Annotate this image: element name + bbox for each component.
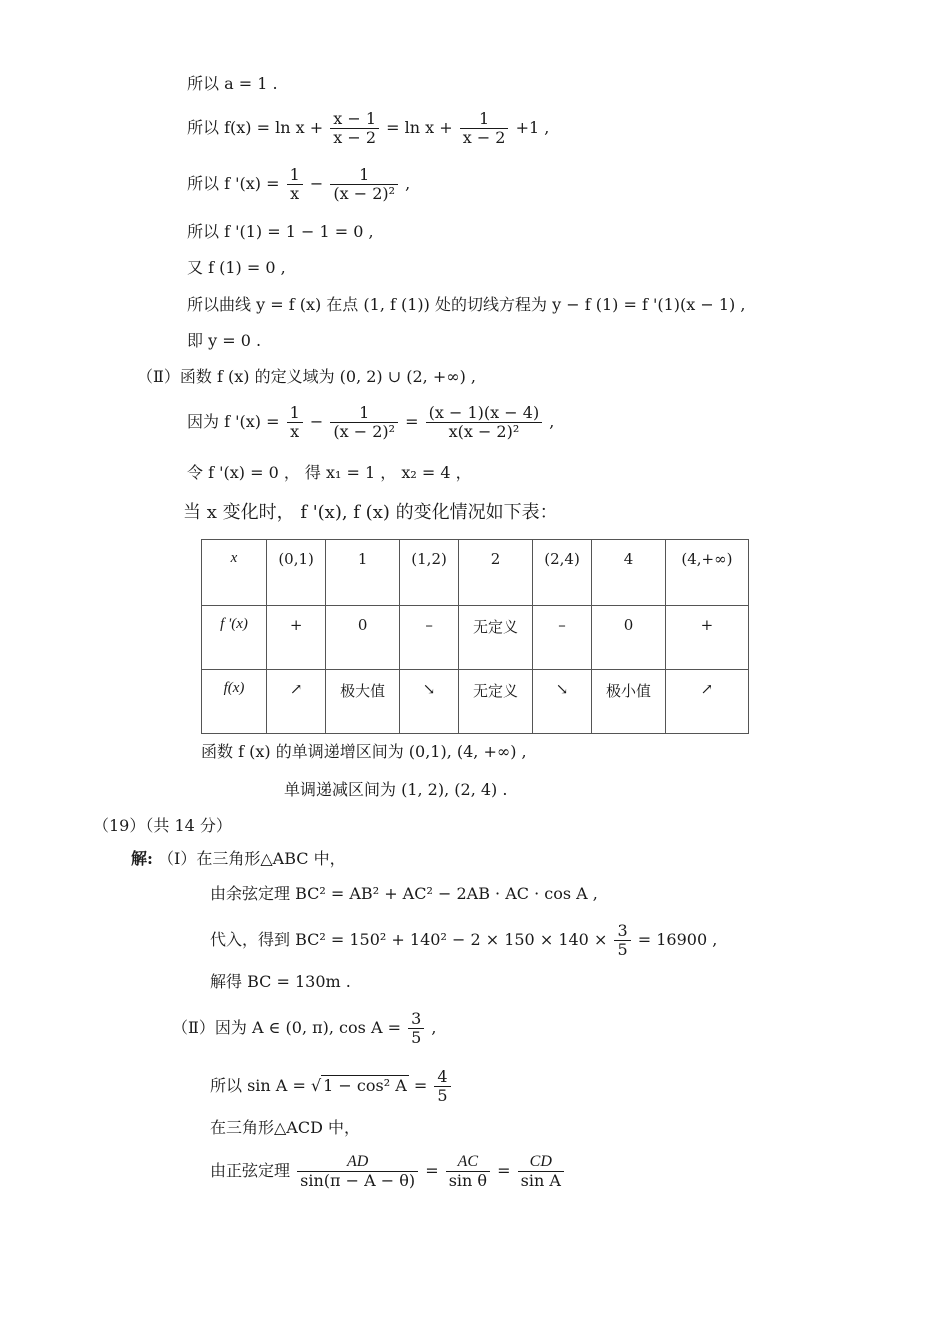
text-segment: = 16900 , bbox=[637, 930, 718, 949]
line-solution-start bbox=[131, 849, 346, 869]
line-bc-result: 解得 BC = 130m . bbox=[210, 972, 351, 991]
line-derivative-factored bbox=[187, 404, 554, 441]
table-cell: x bbox=[202, 540, 267, 606]
table-cell: 无定义 bbox=[459, 606, 533, 670]
line-a-equals-1: 所以 a = 1 . bbox=[187, 74, 278, 93]
table-cell: 0 bbox=[592, 606, 666, 670]
table-cell: ↘ bbox=[532, 670, 591, 734]
table-cell: – bbox=[532, 606, 591, 670]
line-f-derivative bbox=[187, 166, 410, 203]
text-segment: 所以 sin A = √ bbox=[210, 1076, 322, 1095]
denominator: 5 bbox=[411, 1028, 422, 1047]
line-f-formula bbox=[187, 110, 549, 147]
text-segment: , bbox=[405, 174, 411, 193]
line-decreasing: 单调递减区间为 (1, 2), (2, 4) . bbox=[284, 780, 508, 799]
text-segment: 因为 f '(x) = bbox=[187, 412, 280, 431]
text-segment: = bbox=[413, 1076, 428, 1095]
fraction bbox=[434, 1068, 450, 1105]
line-f-1: 又 f (1) = 0 , bbox=[187, 258, 286, 277]
text-segment: − bbox=[309, 174, 324, 193]
denominator: (x − 2)² bbox=[333, 422, 396, 441]
table-cell: 极大值 bbox=[326, 670, 400, 734]
table-cell: 0 bbox=[326, 606, 400, 670]
table-row bbox=[202, 670, 749, 734]
numerator: 4 bbox=[434, 1068, 450, 1087]
table-cell: ↗ bbox=[267, 670, 326, 734]
numerator: 1 bbox=[287, 404, 303, 423]
fraction bbox=[287, 166, 303, 203]
line-tangent: 所以曲线 y = f (x) 在点 (1, f (1)) 处的切线方程为 y − f (1) = f '(1)(x − 1) , bbox=[187, 295, 746, 314]
denominator: x − 2 bbox=[462, 128, 506, 147]
fraction bbox=[330, 404, 398, 441]
text-segment: 由正弦定理 bbox=[210, 1161, 291, 1180]
fraction bbox=[408, 1010, 424, 1047]
numerator: 3 bbox=[614, 922, 630, 941]
text-segment: − bbox=[309, 412, 324, 431]
text-segment: 所以 f '(x) = bbox=[187, 174, 280, 193]
denominator: sin A bbox=[520, 1171, 561, 1190]
table-cell: + bbox=[267, 606, 326, 670]
line-domain: （Ⅱ）函数 f (x) 的定义域为 (0, 2) ∪ (2, +∞) , bbox=[137, 367, 476, 386]
numerator: AC bbox=[446, 1153, 490, 1172]
text-segment: , bbox=[431, 1018, 437, 1037]
denominator: x − 2 bbox=[333, 128, 376, 147]
table-cell: ↘ bbox=[399, 670, 458, 734]
numerator: 1 bbox=[460, 110, 509, 129]
table-cell: (1,2) bbox=[399, 540, 458, 606]
fraction bbox=[297, 1153, 418, 1190]
table-cell: 4 bbox=[592, 540, 666, 606]
numerator: x − 1 bbox=[330, 110, 379, 129]
table-cell: 2 bbox=[459, 540, 533, 606]
line-substitution bbox=[210, 922, 717, 959]
fraction bbox=[287, 404, 303, 441]
question-19-header: （19）（共 14 分） bbox=[93, 816, 232, 835]
denominator: x(x − 2)² bbox=[448, 422, 520, 441]
text-segment: = bbox=[405, 412, 419, 431]
table-cell: (2,4) bbox=[532, 540, 591, 606]
fraction bbox=[614, 922, 630, 959]
numerator: (x − 1)(x − 4) bbox=[426, 404, 543, 423]
table-cell: – bbox=[399, 606, 458, 670]
denominator: 5 bbox=[437, 1086, 448, 1105]
text-segment: = ln x + bbox=[386, 118, 453, 137]
line-roots: 令 f '(x) = 0 ， 得 x₁ = 1 ， x₂ = 4 ， bbox=[187, 463, 472, 482]
fraction bbox=[426, 404, 543, 441]
fraction bbox=[518, 1153, 564, 1190]
table-cell: (0,1) bbox=[267, 540, 326, 606]
line-increasing: 函数 f (x) 的单调递增区间为 (0,1), (4, +∞) , bbox=[201, 742, 527, 761]
line-cosine-law: 由余弦定理 BC² = AB² + AC² − 2AB · AC · cos A , bbox=[210, 884, 598, 903]
table-cell: 无定义 bbox=[459, 670, 533, 734]
table-cell: + bbox=[665, 606, 748, 670]
denominator: 5 bbox=[617, 940, 628, 959]
line-table-intro: 当 x 变化时， f '(x), f (x) 的变化情况如下表： bbox=[183, 502, 558, 523]
text-segment: 代入，得到 BC² = 150² + 140² − 2 × 150 × 140 × bbox=[210, 930, 608, 949]
fraction bbox=[330, 166, 398, 203]
denominator: x bbox=[290, 422, 300, 441]
sqrt-radicand: 1 − cos² A bbox=[323, 1076, 407, 1095]
table-cell: f '(x) bbox=[202, 606, 267, 670]
numerator: 1 bbox=[287, 166, 303, 185]
line-y-equals-0: 即 y = 0 . bbox=[187, 331, 262, 350]
line-sine-law bbox=[210, 1153, 566, 1190]
numerator: AD bbox=[297, 1153, 418, 1172]
denominator: (x − 2)² bbox=[333, 184, 396, 203]
line-part-2 bbox=[172, 1010, 436, 1047]
text-segment: +1 , bbox=[515, 118, 550, 137]
text-segment: = bbox=[497, 1161, 511, 1180]
table-row bbox=[202, 606, 749, 670]
numerator: 1 bbox=[330, 166, 398, 185]
table-cell: ↗ bbox=[665, 670, 748, 734]
fraction bbox=[446, 1153, 490, 1190]
table-cell: 1 bbox=[326, 540, 400, 606]
numerator: 3 bbox=[408, 1010, 424, 1029]
text-segment: = bbox=[425, 1161, 439, 1180]
text-segment: （Ⅰ）在三角形△ABC 中， bbox=[158, 849, 346, 868]
numerator: 1 bbox=[330, 404, 398, 423]
table-cell: (4,+∞) bbox=[665, 540, 748, 606]
line-f-prime-1: 所以 f '(1) = 1 − 1 = 0 , bbox=[187, 222, 374, 241]
numerator: CD bbox=[518, 1153, 564, 1172]
fraction bbox=[460, 110, 509, 147]
line-triangle-acd: 在三角形△ACD 中， bbox=[210, 1118, 361, 1137]
denominator: sin θ bbox=[448, 1171, 488, 1190]
denominator: sin(π − A − θ) bbox=[300, 1171, 416, 1190]
solution-label: 解: bbox=[131, 849, 153, 868]
line-sin-a bbox=[210, 1068, 453, 1105]
table-cell: 极小值 bbox=[592, 670, 666, 734]
table-cell: f(x) bbox=[202, 670, 267, 734]
text-segment: （Ⅱ）因为 A ∈ (0, π), cos A = bbox=[172, 1018, 401, 1037]
fraction bbox=[330, 110, 379, 147]
variation-table bbox=[201, 539, 749, 734]
text-segment: 所以 f(x) = ln x + bbox=[187, 118, 324, 137]
denominator: x bbox=[290, 184, 300, 203]
text-segment: , bbox=[549, 412, 555, 431]
table-row bbox=[202, 540, 749, 606]
